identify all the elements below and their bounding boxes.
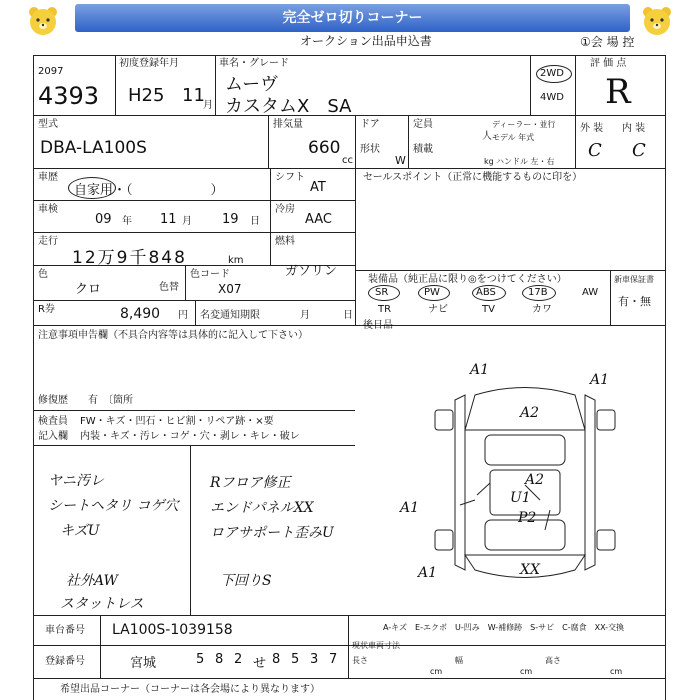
plate-region: 宮城 xyxy=(130,656,157,671)
person-unit: 人 xyxy=(482,131,492,142)
displacement-value: 660 xyxy=(308,138,341,158)
hand-note-bottom-left-1: 社外AW xyxy=(66,573,118,589)
exterior-grade: C xyxy=(588,140,602,161)
mileage-value: 12万9千848 xyxy=(72,248,187,268)
hand-note-right-3: ロアサポート歪みU xyxy=(210,525,334,541)
displacement-label: 排気量 xyxy=(273,119,303,130)
diag-mark-9: A1 xyxy=(470,362,490,378)
shape-label: 形状 xyxy=(360,144,380,155)
type-label: 型式 xyxy=(38,119,58,130)
cm-unit-3: cm xyxy=(610,667,623,676)
ac-value: AAC xyxy=(305,212,332,227)
plate-digit-3: 2 xyxy=(234,652,243,667)
model-grade: カスタムX SA xyxy=(225,96,352,117)
equip-17b: 17B xyxy=(528,287,548,298)
equip-tv: TV xyxy=(482,304,495,315)
inspection-year: 09 xyxy=(95,212,112,227)
score-label: 評 価 点 xyxy=(590,58,627,69)
equip-sr: SR xyxy=(375,287,389,298)
diag-mark-7: XX xyxy=(520,562,540,578)
hand-note-left-1: ヤニ汚レ xyxy=(48,473,104,489)
color-change-label: 色替 xyxy=(159,282,179,293)
sales-point-label: セールスポイント（正常に機能するものに印を） xyxy=(363,172,583,183)
exterior-label: 外 装 xyxy=(580,123,604,134)
notes-label: 注意事項申告欄（不具合内容等は具体的に記入して下さい） xyxy=(38,330,308,341)
diag-mark-8: A1 xyxy=(418,565,438,581)
equip-pw: PW xyxy=(424,287,440,298)
diag-mark-4: A2 xyxy=(525,472,545,488)
fuel-value: ガソリン xyxy=(285,264,338,279)
color-label: 色 xyxy=(38,269,48,280)
equip-aw: AW xyxy=(582,287,599,298)
equip-abs: ABS xyxy=(476,287,496,298)
hand-note-bottom-right: 下回りS xyxy=(220,573,272,589)
color-code-label: 色コード xyxy=(190,269,230,280)
cc-unit: cc xyxy=(342,155,353,166)
cm-unit-2: cm xyxy=(520,667,533,676)
lane-number: 2097 xyxy=(38,66,64,77)
history-label: 車歴 xyxy=(38,172,58,183)
cm-unit-1: cm xyxy=(430,667,443,676)
plate-digit-1: 5 xyxy=(196,652,205,667)
yen-unit: 円 xyxy=(178,310,188,321)
shift-value: AT xyxy=(310,180,326,195)
shape-value: W xyxy=(395,154,406,167)
km-unit: km xyxy=(228,255,244,266)
plate-digit-4: せ xyxy=(253,656,267,671)
first-reg-year: H25 xyxy=(128,85,165,106)
inspection-month: 11 xyxy=(160,212,177,227)
equip-kawa: カワ xyxy=(532,304,552,315)
inspector-label: 検査員 xyxy=(38,416,68,427)
color-code: X07 xyxy=(218,282,242,296)
inspection-label: 車検 xyxy=(38,204,58,215)
color-value: クロ xyxy=(75,282,102,297)
length-label: 長さ xyxy=(352,656,368,665)
history-value: 自家用・（ ） xyxy=(74,183,224,198)
hope-corner-label: 希望出品コーナー（コーナーは各会場により異なります） xyxy=(60,684,320,695)
inspection-month-unit: 月 xyxy=(182,216,192,227)
record-label: 記入欄 xyxy=(38,431,68,442)
door-label: ドア xyxy=(360,119,380,130)
rear-label: 後日品 xyxy=(363,320,393,331)
name-change-label: 名変通知期限 xyxy=(200,310,260,321)
inspector-options: FW・キズ・凹石・ヒビ割・リペア跡・×要 xyxy=(80,416,274,427)
recycle-value: 8,490 xyxy=(120,306,161,322)
mileage-label: 走行 xyxy=(38,236,58,247)
ac-label: 冷房 xyxy=(275,204,295,215)
record-options: 内装・キズ・汚レ・コゲ・穴・剥レ・キレ・破レ xyxy=(80,431,300,442)
hand-note-left-3: キズU xyxy=(60,523,100,539)
height-label: 高さ xyxy=(545,656,561,665)
dims-label: 現状車両寸法 xyxy=(352,641,400,650)
shift-label: シフト xyxy=(275,172,305,183)
fuel-label: 燃料 xyxy=(275,236,295,247)
damage-legend: A-キズ E-エクボ U-凹み W-補修跡 S-サビ C-腐食 XX-交換 xyxy=(383,623,625,632)
inspection-day: 19 xyxy=(222,212,239,227)
venue-copy-label: ①会 場 控 xyxy=(580,35,635,49)
width-label: 幅 xyxy=(455,656,463,665)
interior-grade: C xyxy=(632,140,646,161)
repair-label: 修復歴 有 〔箇所 xyxy=(38,395,133,406)
equipment-label: 装備品（純正品に限り◎をつけてください） xyxy=(368,274,567,285)
interior-label: 内 装 xyxy=(622,123,646,134)
drive-4wd: 4WD xyxy=(540,92,564,103)
score-value: R xyxy=(605,72,631,112)
day-unit: 日 xyxy=(250,216,260,227)
handle-label: ハンドル 左・右 xyxy=(496,157,555,166)
recycle-label: R券 xyxy=(38,304,55,315)
hand-note-right-1: Rフロア修正 xyxy=(210,475,291,491)
diag-mark-5: U1 xyxy=(510,490,531,506)
hand-note-right-2: エンドパネルXX xyxy=(210,500,314,516)
bear-mascot-right-icon xyxy=(640,4,674,38)
diag-mark-3: A1 xyxy=(400,500,420,516)
chassis-label: 車台番号 xyxy=(45,625,85,636)
diag-mark-6: P2 xyxy=(518,510,537,526)
plate-label: 登録番号 xyxy=(45,656,85,667)
plate-digit-6: 5 xyxy=(291,652,300,667)
name-change-month: 月 xyxy=(300,310,310,321)
chassis-value: LA100S-1039158 xyxy=(112,622,233,638)
kg-unit: kg xyxy=(484,157,494,166)
hand-note-bottom-left-2: スタットレス xyxy=(60,596,144,612)
load-label: 積載 xyxy=(413,144,433,155)
capacity-label: 定員 xyxy=(413,119,433,130)
plate-digit-2: 8 xyxy=(215,652,224,667)
model-name: ムーヴ xyxy=(225,74,279,95)
form-subtitle: オークション出品申込書 xyxy=(300,34,432,48)
model-year-label: モデル 年式 xyxy=(492,133,535,142)
name-change-day: 日 xyxy=(343,310,353,321)
year-unit: 年 xyxy=(122,216,132,227)
plate-digit-7: 3 xyxy=(310,652,319,667)
bear-mascot-left-icon xyxy=(26,4,60,38)
warranty-value: 有・無 xyxy=(618,295,651,308)
month-unit: 月 xyxy=(203,100,213,111)
diag-mark-2: A1 xyxy=(590,372,610,388)
equip-tr: TR xyxy=(378,304,392,315)
drive-2wd: 2WD xyxy=(540,68,564,79)
diag-mark-1: A2 xyxy=(520,405,540,421)
banner-title: 完全ゼロ切りコーナー xyxy=(75,4,630,32)
lot-number: 4393 xyxy=(38,82,100,110)
hand-note-left-2: シートヘタリ コゲ穴 xyxy=(48,498,179,514)
model-code: DBA-LA100S xyxy=(40,138,147,158)
first-reg-label: 初度登録年月 xyxy=(119,58,179,69)
first-reg-month: 11 xyxy=(182,85,205,106)
model-grade-label: 車名・グレード xyxy=(219,58,289,69)
plate-digit-8: 7 xyxy=(329,652,338,667)
plate-digit-5: 8 xyxy=(272,652,281,667)
equip-navi: ナビ xyxy=(428,304,448,315)
dealer-label: ディーラー・並行 xyxy=(492,120,556,129)
new-display-label: 新車保証書 xyxy=(614,275,654,284)
